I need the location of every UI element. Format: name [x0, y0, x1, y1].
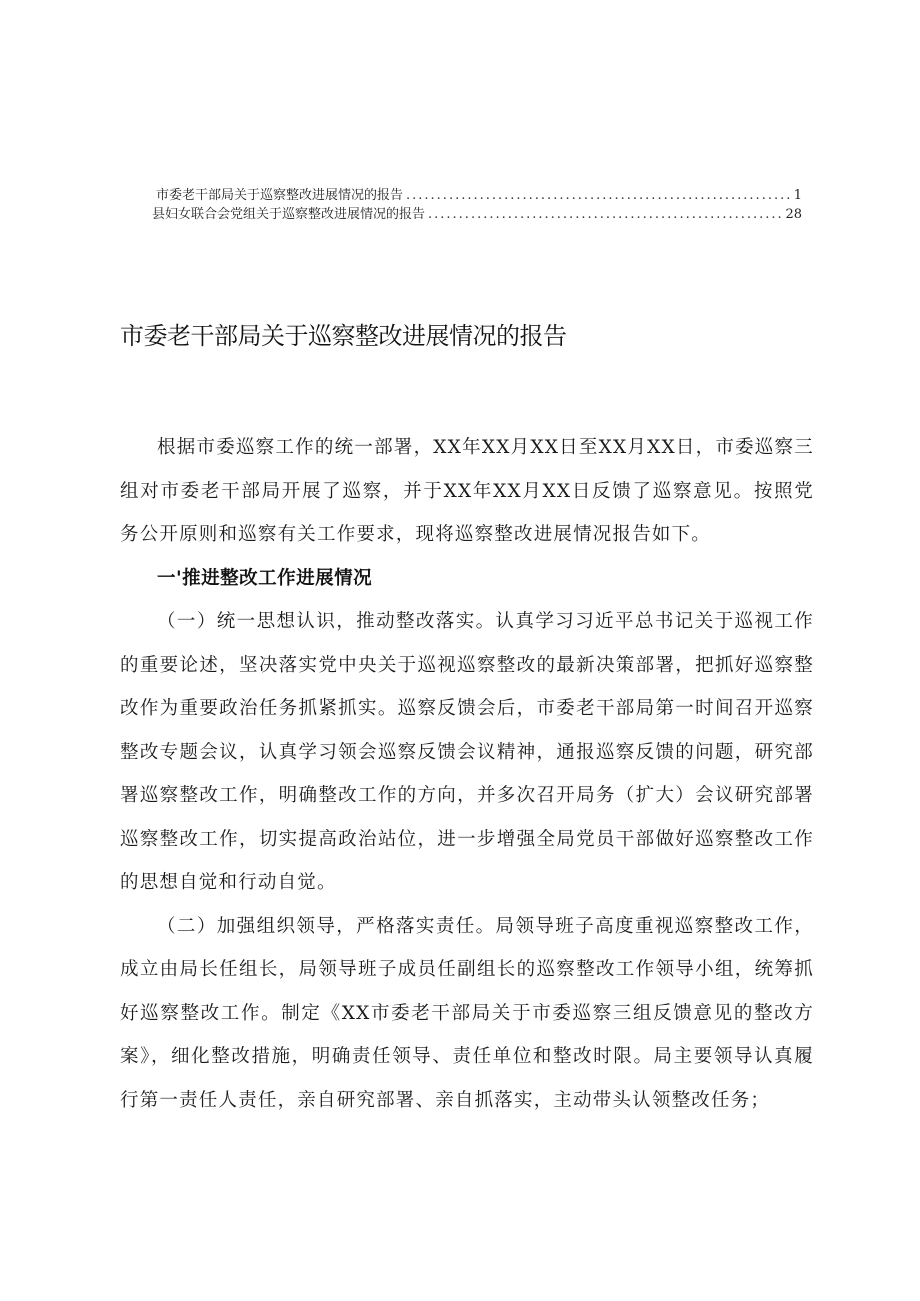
toc-entry-page: 28	[785, 207, 802, 222]
toc-leader-dots	[406, 186, 791, 205]
intro-paragraph: 根据市委巡察工作的统一部署，XX年XX月XX日至XX月XX日，市委巡察三组对市委老干部局开展了巡察，并于XX年XX月XX日反馈了巡察意见。按照党务公开原则和巡察有关工作要求，现将巡察整改进展情况报告如下。	[120, 437, 814, 545]
section-heading: 一'推进整改工作进展情况	[157, 567, 373, 589]
table-of-contents	[152, 186, 802, 224]
toc-entry[interactable]	[152, 205, 802, 224]
toc-entry[interactable]	[152, 186, 802, 205]
document-title: 市委老干部局关于巡察整改进展情况的报告	[120, 322, 567, 350]
toc-entry-title: 县妇女联合会党组关于巡察整改进展情况的报告	[152, 207, 426, 222]
document-body	[120, 426, 814, 1122]
toc-entry-title: 市委老干部局关于巡察整改进展情况的报告	[156, 188, 404, 203]
body-paragraph: （一）统一思想认识，推动整改落实。认真学习习近平总书记关于巡视工作的重要论述，坚决落实党中央关于巡视巡察整改的最新决策部署，把抓好巡察整改作为重要政治任务抓紧抓实。巡察反馈会后，市委老干部局第一时间召开巡察整改专题会议，认真学习领会巡察反馈会议精神，通报巡察反馈的问题，研究部署巡察整改工作，明确整改工作的方向，并多次召开局务（扩大）会议研究部署巡察整改工作，切实提高政治站位，进一步增强全局党员干部做好巡察整改工作的思想自觉和行动自觉。	[120, 611, 814, 893]
toc-entry-page: 1	[793, 188, 802, 203]
body-paragraph: （二）加强组织领导，严格落实责任。局领导班子高度重视巡察整改工作，成立由局长任组长，局领导班子成员任副组长的巡察整改工作领导小组，统筹抓好巡察整改工作。制定《XX市委老干部局关于市委巡察三组反馈意见的整改方案》，细化整改措施，明确责任领导、责任单位和整改时限。局主要领导认真履行第一责任人责任，亲自研究部署、亲自抓落实，主动带头认领整改任务；	[120, 915, 814, 1111]
toc-leader-dots	[428, 205, 782, 224]
